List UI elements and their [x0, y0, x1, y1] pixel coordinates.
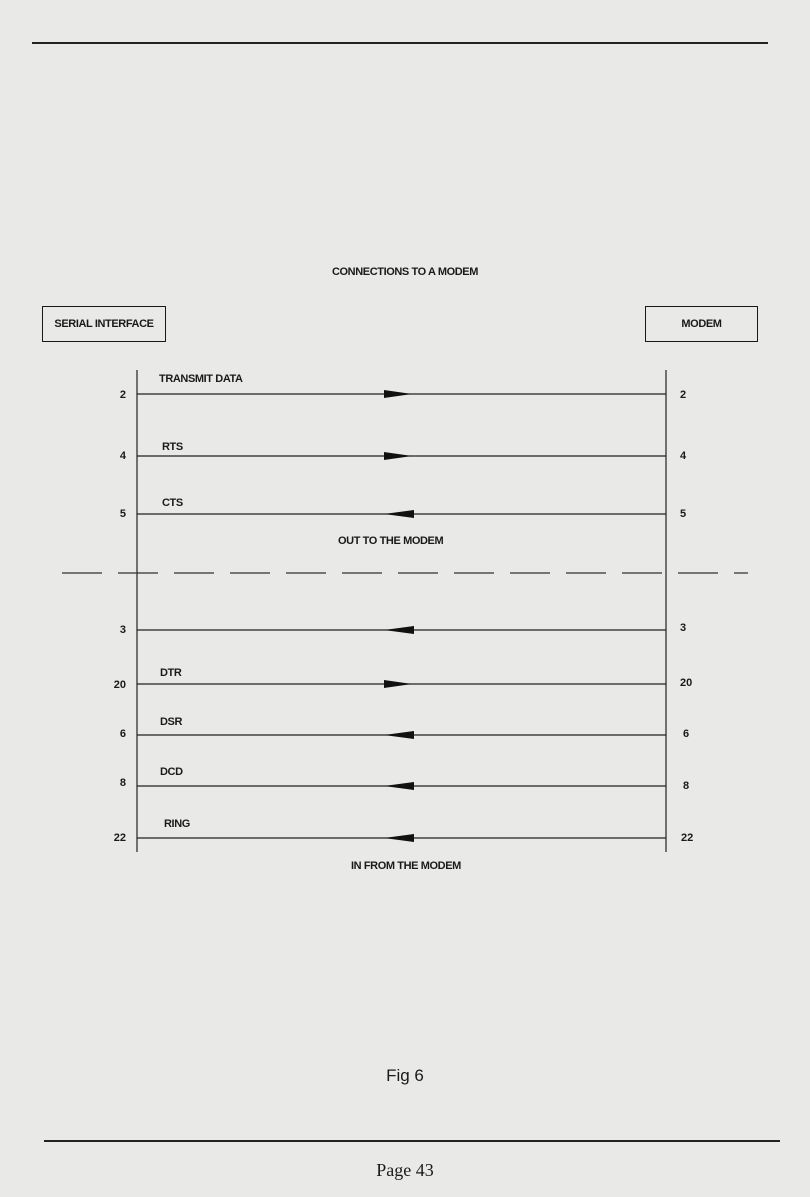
signal-label: DTR [160, 667, 182, 679]
left-pin-number: 5 [119, 508, 126, 520]
diagram-title: CONNECTIONS TO A MODEM [331, 266, 479, 278]
arrow-right-icon [384, 680, 412, 688]
arrow-left-icon [384, 834, 414, 842]
signal-label: TRANSMIT DATA [159, 373, 243, 385]
signal-label: CTS [162, 497, 183, 509]
arrow-left-icon [384, 510, 414, 518]
arrow-left-icon [384, 782, 414, 790]
left-pin-number: 6 [119, 728, 126, 740]
page-number: Page 43 [376, 1160, 434, 1180]
arrow-left-icon [384, 626, 414, 634]
signal-label: RING [164, 818, 190, 830]
arrow-right-icon [384, 390, 412, 398]
right-pin-number: 3 [680, 622, 687, 634]
figure-caption: Fig 6 [386, 1066, 424, 1085]
arrow-right-icon [384, 452, 412, 460]
signal-label: DSR [160, 716, 183, 728]
left-pin-number: 20 [113, 679, 126, 691]
right-pin-number: 6 [683, 728, 690, 740]
in-from-modem-label: IN FROM THE MODEM [351, 860, 461, 872]
left-pin-number: 22 [113, 832, 126, 844]
bottom-rule [44, 1140, 780, 1142]
left-pin-number: 3 [119, 624, 126, 636]
left-pin-number: 2 [119, 389, 126, 401]
right-pin-number: 4 [680, 450, 687, 462]
signal-label: RTS [162, 441, 183, 453]
right-pin-number: 20 [680, 677, 693, 689]
left-pin-number: 8 [119, 777, 126, 789]
out-to-modem-label: OUT TO THE MODEM [338, 535, 444, 547]
left-pin-number: 4 [119, 450, 126, 462]
signal-label: DCD [160, 766, 183, 778]
arrow-left-icon [384, 731, 414, 739]
serial-interface-box: SERIAL INTERFACE [42, 306, 166, 342]
right-pin-number: 22 [681, 832, 694, 844]
modem-box: MODEM [645, 306, 758, 342]
right-pin-number: 5 [680, 508, 687, 520]
right-pin-number: 2 [680, 389, 687, 401]
right-pin-number: 8 [683, 780, 690, 792]
